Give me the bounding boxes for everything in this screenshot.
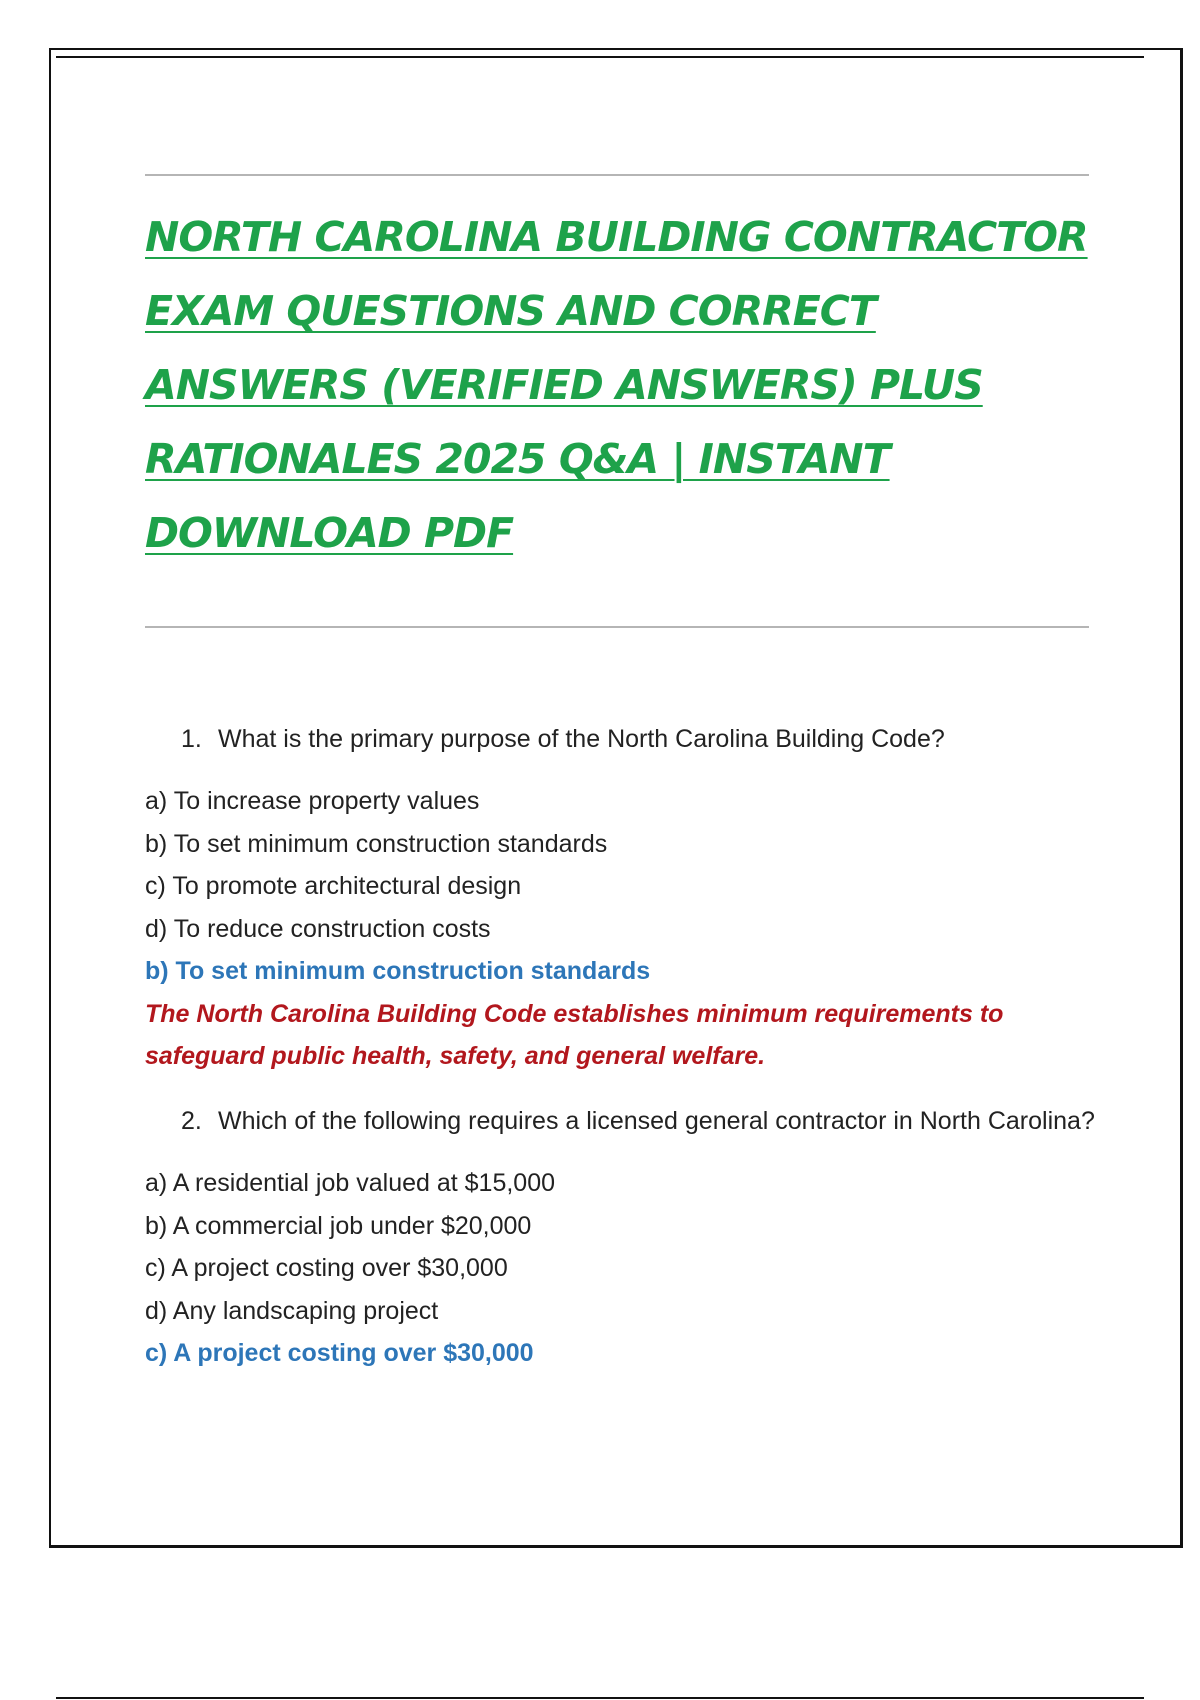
title-line: DOWNLOAD PDF xyxy=(145,509,514,557)
option-d: d) Any landscaping project xyxy=(145,1296,439,1325)
question-block-1 xyxy=(145,718,1105,1077)
option-a: a) To increase property values xyxy=(145,787,480,815)
title-line: ANSWERS (VERIFIED ANSWERS) PLUS xyxy=(145,361,983,409)
correct-answer: b) To set minimum construction standards xyxy=(145,957,651,985)
correct-answer: c) A project costing over $30,000 xyxy=(145,1339,534,1367)
question-text: What is the primary purpose of the North Carolina Building Code? xyxy=(218,725,945,753)
title-line: NORTH CAROLINA BUILDING CONTRACTOR xyxy=(145,213,1088,261)
question-2 xyxy=(181,1100,1105,1142)
title-line: RATIONALES 2025 Q&A | INSTANT xyxy=(145,435,890,483)
question-block-2 xyxy=(145,1100,1105,1375)
option-c: c) To promote architectural design xyxy=(145,872,522,900)
rationale: The North Carolina Building Code establishes minimum requirements to safeguard public health, safety, and general welfare. xyxy=(145,999,1004,1070)
option-b: b) A commercial job under $20,000 xyxy=(145,1211,532,1240)
option-c: c) A project costing over $30,000 xyxy=(145,1254,508,1282)
question-text: Which of the following requires a licensed general contractor in North Carolina? xyxy=(218,1107,1095,1135)
option-d: d) To reduce construction costs xyxy=(145,914,491,943)
top-rule xyxy=(56,56,1144,58)
option-a: a) A residential job valued at $15,000 xyxy=(145,1169,556,1197)
title-divider-bottom xyxy=(145,626,1089,628)
document-title xyxy=(145,200,1105,570)
title-line: EXAM QUESTIONS AND CORRECT xyxy=(145,287,876,335)
title-divider-top xyxy=(145,174,1089,176)
question-1 xyxy=(181,718,1105,760)
question-number: 2. xyxy=(181,1107,202,1135)
bottom-rule xyxy=(56,1697,1144,1699)
option-b: b) To set minimum construction standards xyxy=(145,829,608,858)
question-number: 1. xyxy=(181,725,202,753)
